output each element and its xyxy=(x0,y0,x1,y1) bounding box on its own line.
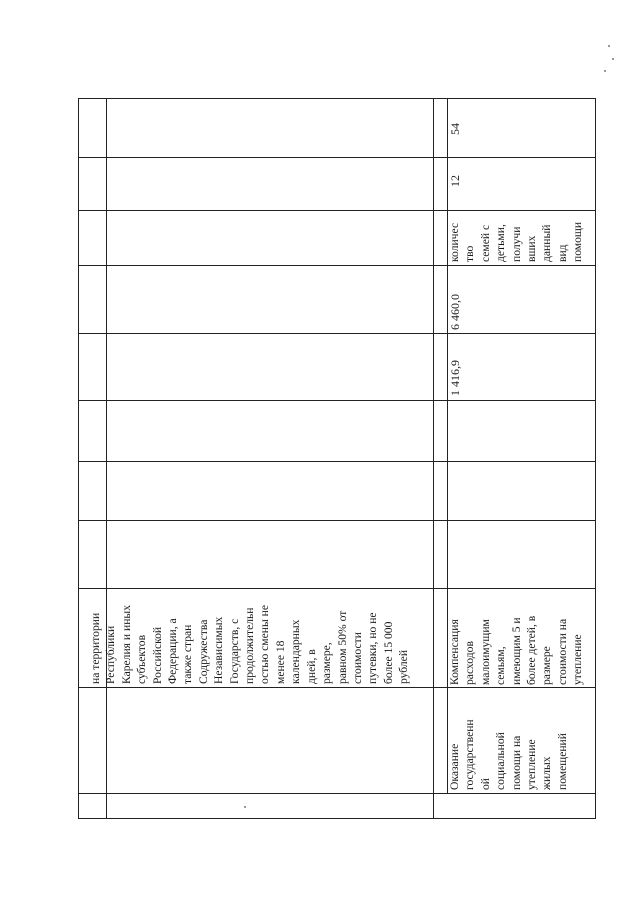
grid-line xyxy=(78,265,596,266)
table-border-left xyxy=(78,98,79,819)
grid-line xyxy=(447,98,448,793)
scan-speck xyxy=(612,58,614,60)
table-border-right xyxy=(595,98,596,819)
scan-speck xyxy=(244,806,246,808)
prev-row-description: на территории Республики Карелия и иных субъектов Российской Федерации, а также стран Содружества Независимых Государств, с продолжительн остью смены не менее 18 календарных дней, в размере, равном 50% от стоимости путевки, но не более 15 000 рублей xyxy=(89,604,411,684)
scan-speck xyxy=(604,70,606,72)
grid-line xyxy=(106,98,107,819)
grid-line xyxy=(78,461,596,462)
table-border-top xyxy=(78,98,596,99)
row-activity: Оказание государственн ой социальной помощи на утепление жилых помещений xyxy=(448,719,569,790)
grid-line xyxy=(78,157,596,158)
row-value-2: 6 460,0 xyxy=(448,294,462,330)
grid-line xyxy=(78,687,596,688)
grid-line xyxy=(78,333,596,334)
row-count-2: 54 xyxy=(448,123,462,135)
grid-line xyxy=(78,400,596,401)
table-border-bottom xyxy=(78,818,596,819)
row-count-1: 12 xyxy=(448,175,462,187)
scan-speck xyxy=(608,45,610,47)
row-value-1: 1 416,9 xyxy=(448,360,462,396)
row-indicator: количес тво семей с детьми, получи вших данный вид помощи xyxy=(448,221,585,262)
grid-line xyxy=(78,793,596,794)
grid-line xyxy=(78,520,596,521)
row-description: Компенсация расходов малоимущим семьям, имеющим 5 и более детей, в размере стоимости на утепление xyxy=(448,615,585,685)
grid-line xyxy=(433,98,434,819)
